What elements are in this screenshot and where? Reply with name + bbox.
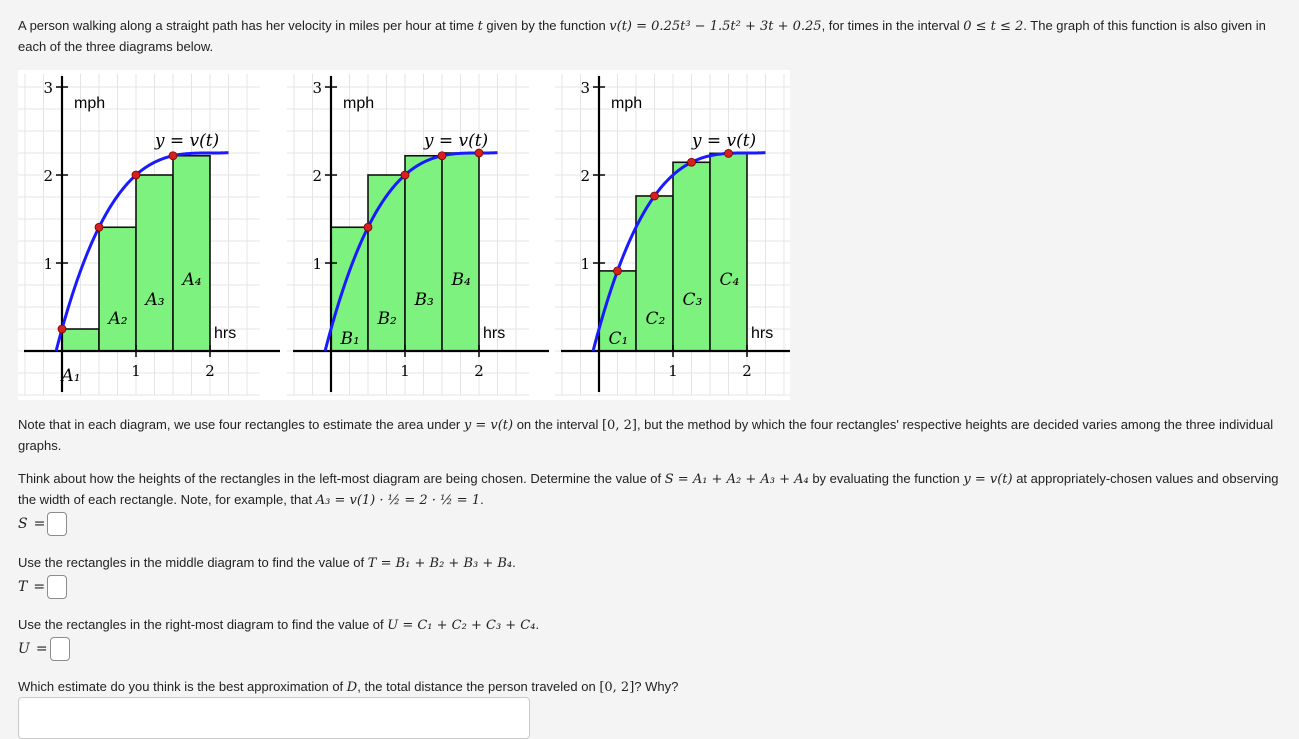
- intro-text-4: . The graph of this function is also given in each of the three diagrams below.: [18, 18, 1266, 54]
- unit-label-mph: mph: [611, 95, 643, 112]
- y-tick-label: 2: [43, 167, 53, 185]
- rectangle-label-A₃: A₃: [145, 290, 165, 310]
- which-text-1: Which estimate do you think is the best approximation of: [18, 679, 347, 694]
- think-function: y = v(t): [963, 472, 1013, 487]
- example-A3: A₃ = v(1) · ½ = 2 · ½ = 1: [315, 493, 481, 508]
- intro-interval: 0 ≤ t ≤ 2: [963, 19, 1024, 34]
- x-tick-label: 1: [131, 362, 141, 380]
- intro-t: t: [477, 19, 483, 34]
- note-interval: [0, 2]: [601, 418, 637, 433]
- note-text-3: , but the method by which the four rectangles' respective heights are decided varies among the three individual graphs.: [18, 417, 1274, 453]
- sample-point: [651, 192, 659, 200]
- sum-U: U = C₁ + C₂ + C₃ + C₄: [387, 618, 536, 633]
- diagram-middle: [287, 74, 549, 395]
- explanation-textarea[interactable]: [18, 697, 530, 739]
- rectangle-label-C₄: C₄: [719, 270, 740, 290]
- answer-input-T[interactable]: [47, 575, 67, 599]
- unit-label-hrs: hrs: [483, 325, 506, 342]
- sample-point: [688, 158, 696, 166]
- intro-paragraph: [18, 16, 1280, 57]
- curve-label: y = v(t): [691, 131, 757, 151]
- rectangle-B₄: [442, 153, 479, 351]
- curve-label: y = v(t): [154, 131, 220, 151]
- y-tick-label: 3: [312, 79, 322, 97]
- y-tick-label: 3: [43, 79, 53, 97]
- think-text-3: at appropriately-chosen values and observing the width of each rectangle. Note, for example, that: [18, 471, 1279, 507]
- intro-text-2: given by the function: [482, 18, 610, 33]
- right-paragraph: [18, 615, 1280, 636]
- middle-paragraph: [18, 553, 1280, 574]
- answer-equals-T: =: [33, 579, 46, 595]
- distance-D: D: [346, 680, 358, 695]
- x-tick-label: 1: [400, 362, 410, 380]
- y-tick-label: 1: [43, 255, 53, 273]
- rectangle-B₃: [405, 156, 442, 351]
- rectangle-C₃: [673, 162, 710, 351]
- which-text-2: , the total distance the person traveled on: [357, 679, 600, 694]
- intro-text-1: A person walking along a straight path has her velocity in miles per hour at time: [18, 18, 478, 33]
- answer-input-U[interactable]: [50, 637, 70, 661]
- sample-point: [95, 223, 103, 231]
- rectangle-label-A₂: A₂: [108, 309, 128, 329]
- rectangle-label-A₄: A₄: [182, 270, 202, 290]
- y-tick-label: 2: [580, 167, 590, 185]
- rectangle-A₁: [62, 329, 99, 351]
- unit-label-hrs: hrs: [751, 325, 774, 342]
- diagram-left: [18, 74, 280, 395]
- rectangle-A₂: [99, 227, 136, 351]
- rectangle-A₄: [173, 156, 210, 351]
- unit-label-mph: mph: [74, 95, 106, 112]
- x-tick-label: 2: [205, 362, 215, 380]
- rectangle-C₄: [710, 153, 747, 351]
- rectangle-label-B₂: B₂: [377, 309, 397, 329]
- answer-label-S: S: [18, 516, 28, 532]
- x-tick-label: 2: [742, 362, 752, 380]
- note-equation: y = v(t): [463, 418, 514, 433]
- unit-label-mph: mph: [343, 95, 375, 112]
- answer-label-U: U: [18, 641, 30, 657]
- rectangle-label-A₁: A₁: [61, 366, 81, 386]
- y-tick-label: 2: [312, 167, 322, 185]
- think-paragraph: [18, 469, 1280, 511]
- sample-point: [401, 171, 409, 179]
- velocity-function: v(t) = 0.25t³ − 1.5t² + 3t + 0.25: [609, 19, 822, 34]
- x-tick-label: 2: [474, 362, 484, 380]
- intro-text-3: , for times in the interval: [821, 18, 964, 33]
- middle-text-2: .: [512, 555, 516, 570]
- sample-point: [132, 171, 140, 179]
- rectangle-A₃: [136, 175, 173, 351]
- sum-T: T = B₁ + B₂ + B₃ + B₄: [367, 556, 513, 571]
- answer-equals-U: =: [35, 641, 48, 657]
- which-text-3: ? Why?: [634, 679, 679, 694]
- answer-label-T: T: [18, 579, 28, 595]
- y-tick-label: 1: [580, 255, 590, 273]
- rectangle-label-C₁: C₁: [608, 329, 629, 349]
- think-text-2: by evaluating the function: [808, 471, 964, 486]
- think-text-4: .: [480, 492, 484, 507]
- sample-point: [364, 223, 372, 231]
- right-text-1: Use the rectangles in the right-most diagram to find the value of: [18, 617, 388, 632]
- curve-label: y = v(t): [423, 131, 489, 151]
- answer-input-S[interactable]: [47, 512, 67, 536]
- think-text-1: Think about how the heights of the rectangles in the left-most diagram are being chosen. Determine the value of: [18, 471, 665, 486]
- unit-label-hrs: hrs: [214, 325, 237, 342]
- x-tick-label: 1: [668, 362, 678, 380]
- rectangle-label-B₄: B₄: [451, 270, 471, 290]
- rectangle-label-C₂: C₂: [645, 309, 666, 329]
- diagram-right: [555, 74, 790, 395]
- diagrams-svg: [18, 70, 790, 400]
- answer-row-U: [18, 636, 70, 662]
- answer-row-S: [18, 511, 67, 537]
- sum-S: S = A₁ + A₂ + A₃ + A₄: [664, 472, 809, 487]
- rectangle-label-B₃: B₃: [414, 290, 434, 310]
- diagrams-figure: [18, 70, 790, 400]
- rectangle-label-B₁: B₁: [340, 329, 360, 349]
- y-tick-label: 3: [580, 79, 590, 97]
- sample-point: [614, 267, 622, 275]
- middle-text-1: Use the rectangles in the middle diagram to find the value of: [18, 555, 368, 570]
- sample-point: [169, 152, 177, 160]
- which-paragraph: [18, 677, 1280, 698]
- which-interval: [0, 2]: [599, 680, 635, 695]
- y-tick-label: 1: [312, 255, 322, 273]
- answer-row-T: [18, 574, 67, 600]
- right-text-2: .: [535, 617, 540, 632]
- note-text-1: Note that in each diagram, we use four rectangles to estimate the area under: [18, 417, 464, 432]
- answer-equals-S: =: [33, 516, 46, 532]
- sample-point: [438, 152, 446, 160]
- sample-point: [58, 325, 66, 333]
- note-paragraph: [18, 415, 1280, 456]
- rectangle-label-C₃: C₃: [682, 290, 703, 310]
- note-text-2: on the interval: [513, 417, 602, 432]
